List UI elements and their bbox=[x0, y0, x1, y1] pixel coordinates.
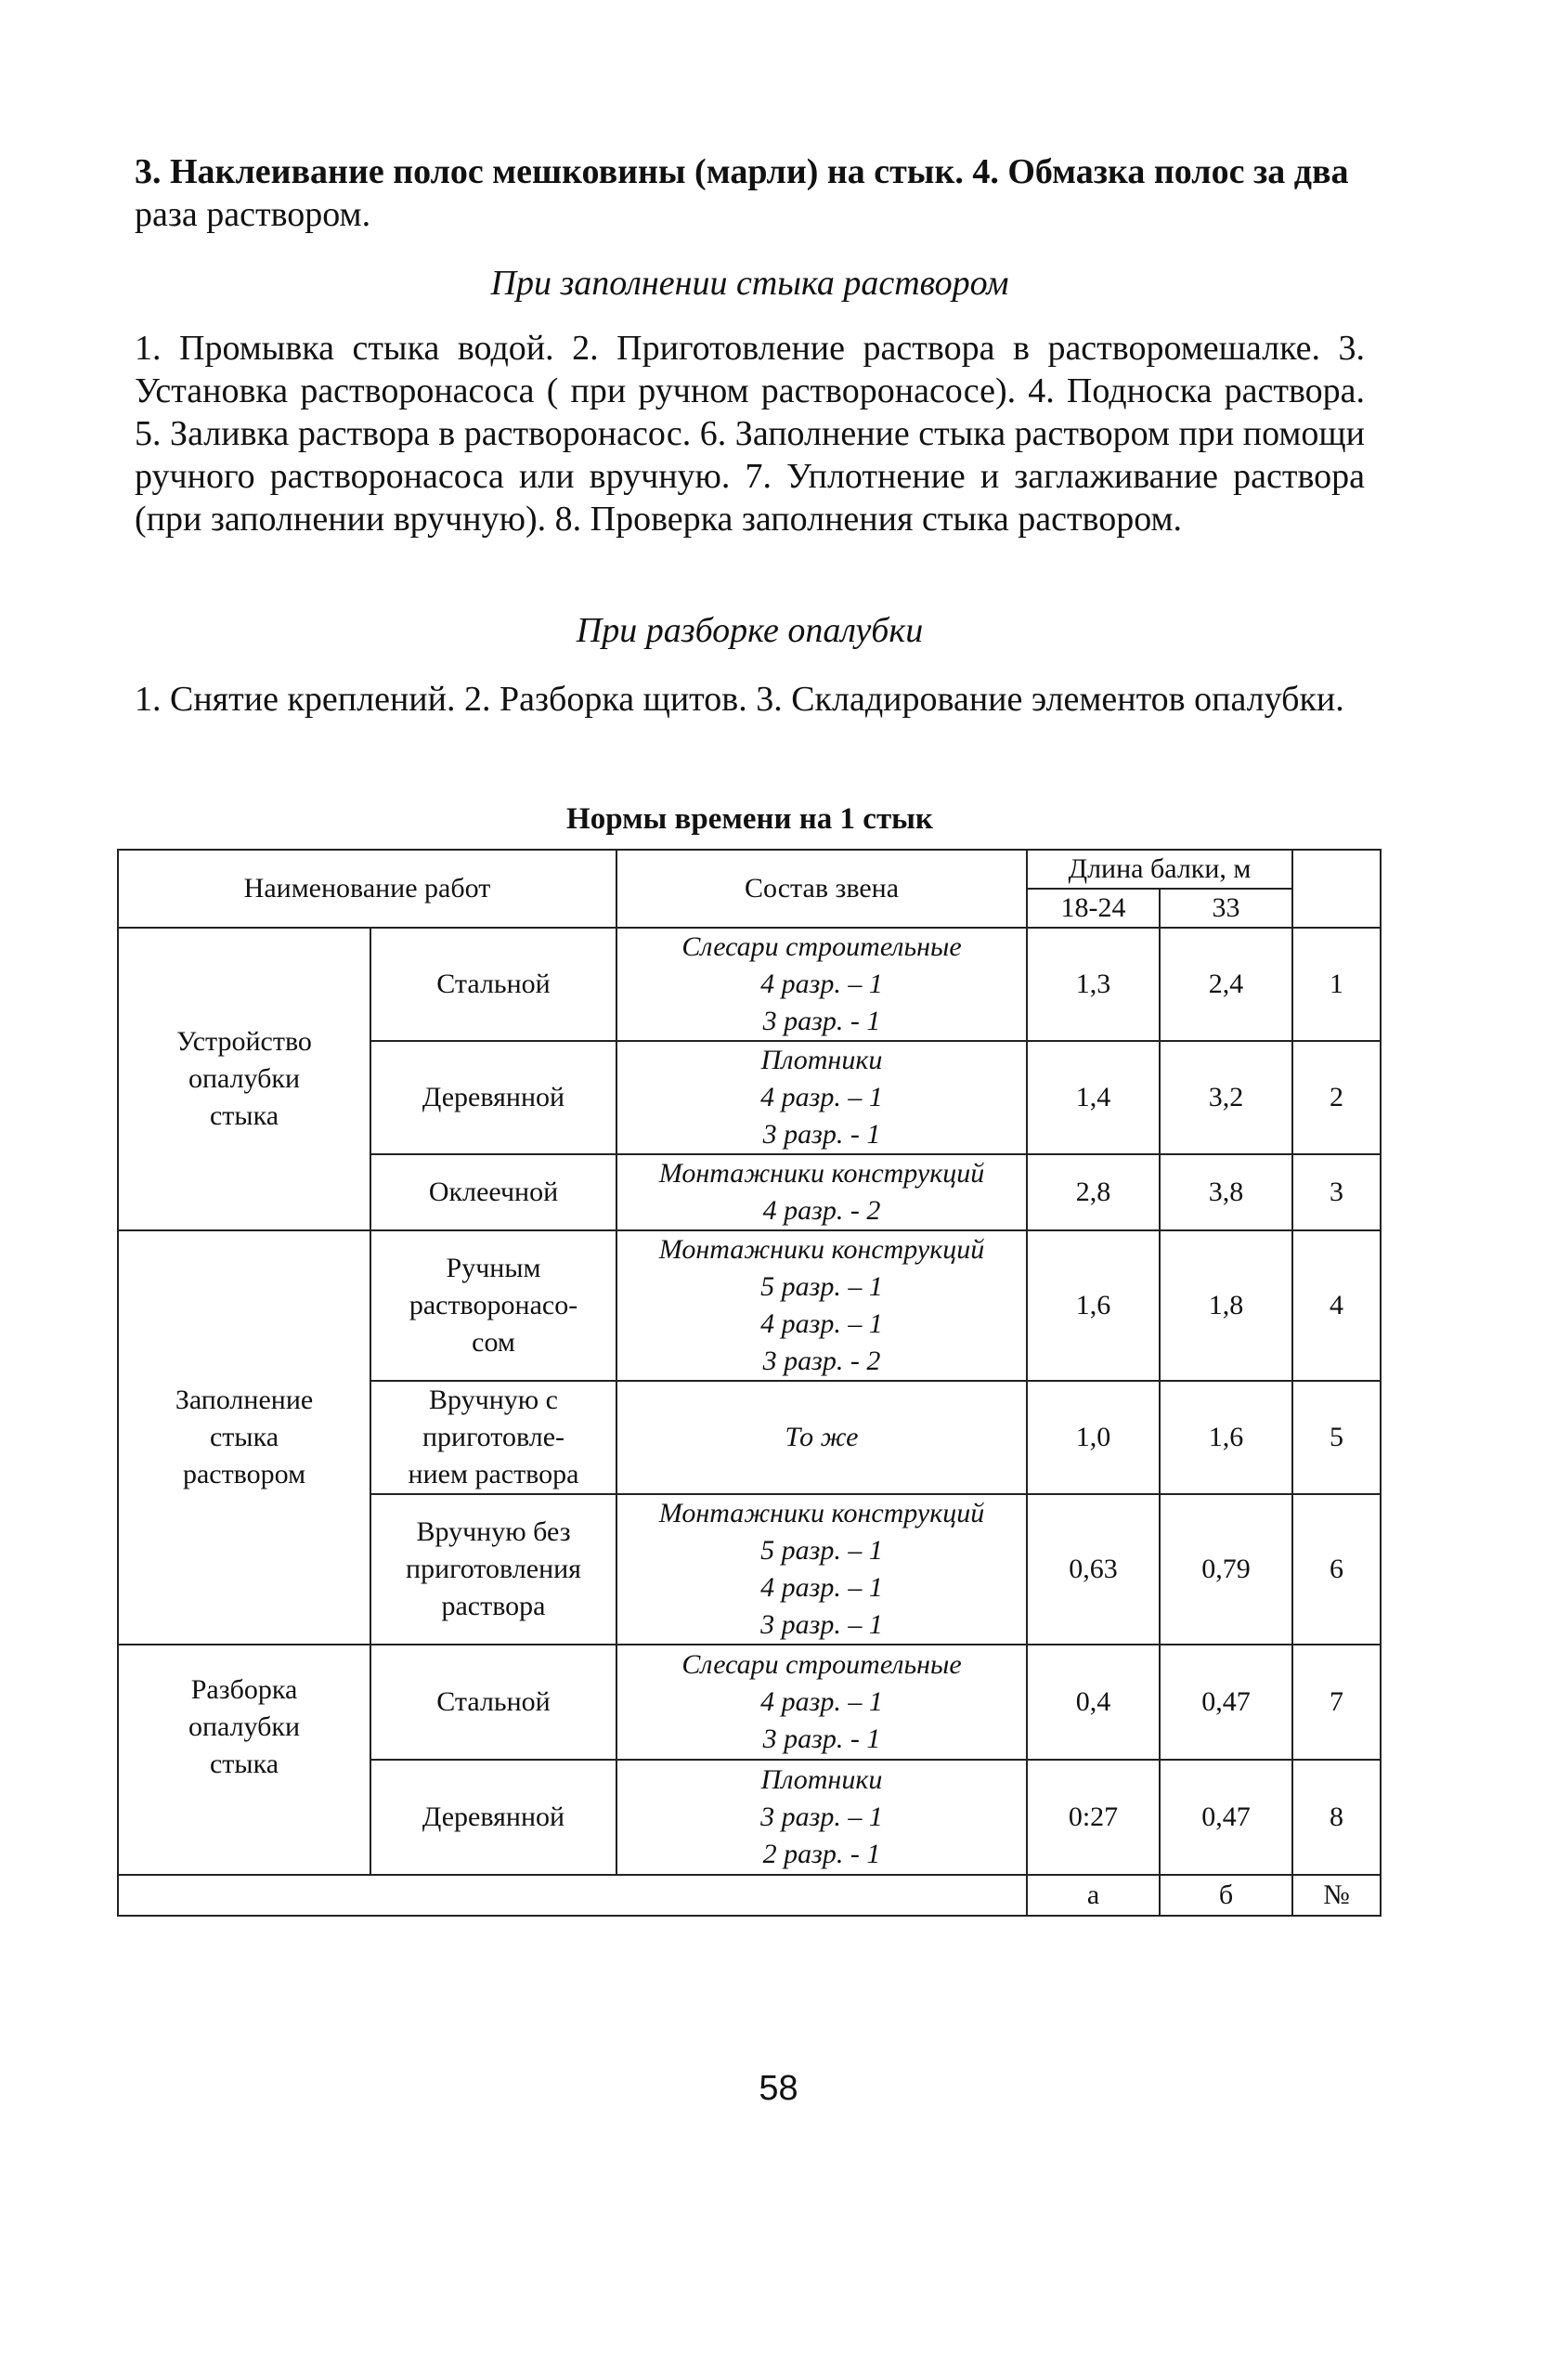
crew-cell: Монтажники конструкций 5 разр. – 1 4 разр. – 1 3 разр. – 1 bbox=[616, 1494, 1027, 1645]
paragraph-text: раза раствором. bbox=[135, 195, 371, 234]
row-number-cell: 8 bbox=[1292, 1760, 1381, 1875]
header-beam-length: Длина балки, м bbox=[1027, 850, 1292, 889]
group-label: Заполнение стыка раствором bbox=[118, 1230, 370, 1645]
table-row bbox=[118, 1645, 1381, 1760]
norms-table bbox=[117, 849, 1382, 1917]
paragraph-bold-text: 3. Наклеивание полос мешковины (марли) на стык. 4. Обмазка полос за два bbox=[135, 152, 1349, 191]
header-length-33: 33 bbox=[1160, 889, 1292, 928]
work-type-cell: Вручную с приготовле- нием раствора bbox=[370, 1381, 616, 1494]
value-a-cell: 0,4 bbox=[1027, 1645, 1160, 1760]
crew-cell: Слесари строительные 4 разр. – 1 3 разр. - 1 bbox=[616, 1645, 1027, 1760]
crew-cell: То же bbox=[616, 1381, 1027, 1494]
value-a-cell: 0:27 bbox=[1027, 1760, 1160, 1875]
work-type-cell: Стальной bbox=[370, 928, 616, 1041]
work-type-cell: Ручным растворонасо- сом bbox=[370, 1230, 616, 1381]
row-number-cell: 7 bbox=[1292, 1645, 1381, 1760]
group-label: Устройство опалубки стыка bbox=[118, 928, 370, 1230]
value-a-cell: 1,6 bbox=[1027, 1230, 1160, 1381]
value-a-cell: 1,0 bbox=[1027, 1381, 1160, 1494]
paragraph-dismantling-steps: 1. Снятие креплений. 2. Разборка щитов. 3. Складирование элементов опалубки. bbox=[135, 680, 1344, 719]
value-a-cell: 1,4 bbox=[1027, 1041, 1160, 1154]
row-number-cell: 5 bbox=[1292, 1381, 1381, 1494]
crew-cell: Монтажники конструкций 5 разр. – 1 4 разр. – 1 3 разр. - 2 bbox=[616, 1230, 1027, 1381]
value-b-cell: 0,47 bbox=[1160, 1760, 1292, 1875]
value-b-cell: 0,47 bbox=[1160, 1645, 1292, 1760]
value-b-cell: 3,2 bbox=[1160, 1041, 1292, 1154]
row-number-cell: 3 bbox=[1292, 1154, 1381, 1230]
work-type-cell: Деревянной bbox=[370, 1041, 616, 1154]
value-b-cell: 3,8 bbox=[1160, 1154, 1292, 1230]
work-type-cell: Вручную без приготовления раствора bbox=[370, 1494, 616, 1645]
crew-cell: Монтажники конструкций 4 разр. - 2 bbox=[616, 1154, 1027, 1230]
row-number-cell: 2 bbox=[1292, 1041, 1381, 1154]
section-heading-dismantling: При разборке опалубки bbox=[576, 611, 924, 650]
work-type-cell: Оклеечной bbox=[370, 1154, 616, 1230]
table-header-row bbox=[118, 850, 1381, 889]
work-type-cell: Стальной bbox=[370, 1645, 616, 1760]
footer-a: а bbox=[1027, 1875, 1160, 1916]
footer-b: б bbox=[1160, 1875, 1292, 1916]
crew-cell: Плотники 3 разр. – 1 2 разр. - 1 bbox=[616, 1760, 1027, 1875]
value-a-cell: 0,63 bbox=[1027, 1494, 1160, 1645]
table-row bbox=[118, 1230, 1381, 1381]
value-a-cell: 1,3 bbox=[1027, 928, 1160, 1041]
header-length-18-24: 18-24 bbox=[1027, 889, 1160, 928]
value-a-cell: 2,8 bbox=[1027, 1154, 1160, 1230]
row-number-cell: 4 bbox=[1292, 1230, 1381, 1381]
footer-blank-cell bbox=[118, 1875, 1027, 1916]
header-number-cell bbox=[1292, 850, 1381, 928]
work-type-cell: Деревянной bbox=[370, 1760, 616, 1875]
paragraph-steps-3-4 bbox=[135, 150, 1365, 236]
group-label: Разборка опалубки стыка bbox=[118, 1645, 370, 1875]
header-crew: Состав звена bbox=[616, 850, 1027, 928]
value-b-cell: 1,8 bbox=[1160, 1230, 1292, 1381]
value-b-cell: 1,6 bbox=[1160, 1381, 1292, 1494]
value-b-cell: 0,79 bbox=[1160, 1494, 1292, 1645]
page-number: 58 bbox=[759, 2069, 798, 2108]
paragraph-filling-steps: 1. Промывка стыка водой. 2. Приготовление раствора в растворомешалке. 3. Установка растворонасоса ( при ручном растворонасосе). 4. Подноска раствора. 5. Заливка раствора в растворонасос. 6. Заполнение стыка раствором при помощи ручного растворонасоса или вручную. 7. Уплотнение и заглаживание раствора (при заполнении вручную). 8. Проверка заполнения стыка раствором. bbox=[135, 329, 1365, 539]
section-heading-filling: При заполнении стыка раствором bbox=[490, 264, 1009, 303]
header-work-name: Наименование работ bbox=[118, 850, 616, 928]
table-footer-row bbox=[118, 1875, 1381, 1916]
footer-num: № bbox=[1292, 1875, 1381, 1916]
crew-cell: Слесари строительные 4 разр. – 1 3 разр. - 1 bbox=[616, 928, 1027, 1041]
row-number-cell: 6 bbox=[1292, 1494, 1381, 1645]
value-b-cell: 2,4 bbox=[1160, 928, 1292, 1041]
table-caption: Нормы времени на 1 стык bbox=[566, 802, 933, 836]
table-row bbox=[118, 928, 1381, 1041]
crew-cell: Плотники 4 разр. – 1 3 разр. - 1 bbox=[616, 1041, 1027, 1154]
row-number-cell: 1 bbox=[1292, 928, 1381, 1041]
